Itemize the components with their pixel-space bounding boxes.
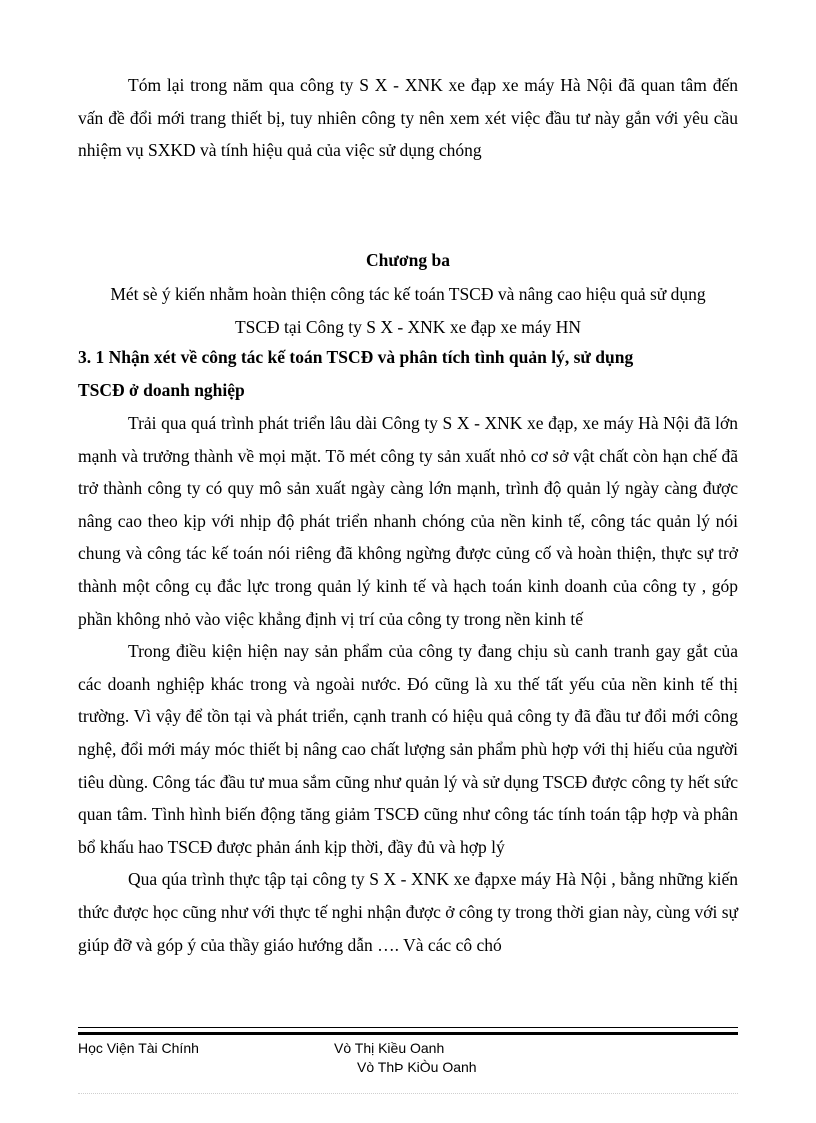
footer-author-garbled: Vò ThÞ KiÒu Oanh (357, 1059, 477, 1075)
body-paragraph: Trải qua quá trình phát triển lâu dài Công ty S X - XNK xe đạp, xe máy Hà Nội đã lớn mạnh và trưởng thành về mọi mặt. Tõ mét công ty sản xuất nhỏ cơ sở vật chất còn hạn chế đã trở thành công ty có quy mô sản xuất ngày càng lớn mạnh, trình độ quản lý ngày càng được nâng cao theo kịp với nhịp độ phát triển nhanh chóng của nền kinh tế, công tác quản lý nói chung và công tác kế toán nói riêng đã không ngừng được củng cố và hoàn thiện, thực sự trở thành một công cụ đắc lực trong quản lý kinh tế và hạch toán kinh doanh của công ty , góp phần không nhỏ vào việc khẳng định vị trí của công ty trong nền kinh tế (78, 413, 738, 629)
footer-divider-thin (78, 1027, 738, 1028)
chapter-subtitle-line-1: Mét sè ý kiến nhằm hoàn thiện công tác kế toán TSCĐ và nâng cao hiệu quả sử dụng (110, 284, 706, 304)
chapter-title: Chương ba (366, 250, 450, 270)
footer-school: Học Viện Tài Chính (78, 1040, 199, 1056)
section-heading-line-1: 3. 1 Nhận xét về công tác kế toán TSCĐ và phân tích tình quản lý, sử dụng (78, 347, 634, 367)
footer-author: Vò Thị Kiều Oanh (334, 1040, 445, 1056)
body-paragraph: Trong điều kiện hiện nay sản phẩm của công ty đang chịu sù canh tranh gay gắt của các doanh nghiệp khác trong và ngoài nước. Đó cũng là xu thế tất yếu của nền kinh tế thị trường. Vì vậy để tồn tại và phát triển, cạnh tranh có hiệu quả công ty đã đầu tư đổi mới công nghệ, đổi mới máy móc thiết bị nâng cao chất lượng sản phẩm phù hợp với thị hiếu của người tiêu dùng. Công tác đầu tư mua sắm cũng như quản lý và sử dụng TSCĐ được công ty hết sức quan tâm. Tình hình biến động tăng giảm TSCĐ cũng như công tác tính toán tập hợp và phân bổ khấu hao TSCĐ được phản ánh kịp thời, đầy đủ và hợp lý (78, 641, 738, 857)
chapter-subtitle (78, 278, 738, 343)
section-heading-line-2: TSCĐ ở doanh nghiệp (78, 379, 245, 400)
chapter-subtitle-line-2: TSCĐ tại Công ty S X - XNK xe đạp xe máy HN (234, 316, 582, 337)
intro-section (78, 69, 738, 167)
body-paragraph: Qua qúa trình thực tập tại công ty S X - XNK xe đạpxe máy Hà Nội , bằng những kiến thức được học cũng như với thực tế nghi nhận được ở công ty trong thời gian này, cùng với sự giúp đỡ và góp ý của thầy giáo hướng dẫn …. Và các cô chó (78, 869, 739, 955)
main-body (78, 407, 738, 961)
intro-paragraph: Tóm lại trong năm qua công ty S X - XNK xe đạp xe máy Hà Nội đã quan tâm đến vấn đề đổi mới trang thiết bị, tuy nhiên công ty nên xem xét việc đầu tư này gắn với yêu cầu nhiệm vụ SXKD và tính hiệu quả của việc sử dụng chóng (78, 75, 738, 161)
page-bottom-border (78, 1093, 738, 1094)
footer-divider-thick (78, 1032, 738, 1035)
section-heading (78, 341, 738, 406)
